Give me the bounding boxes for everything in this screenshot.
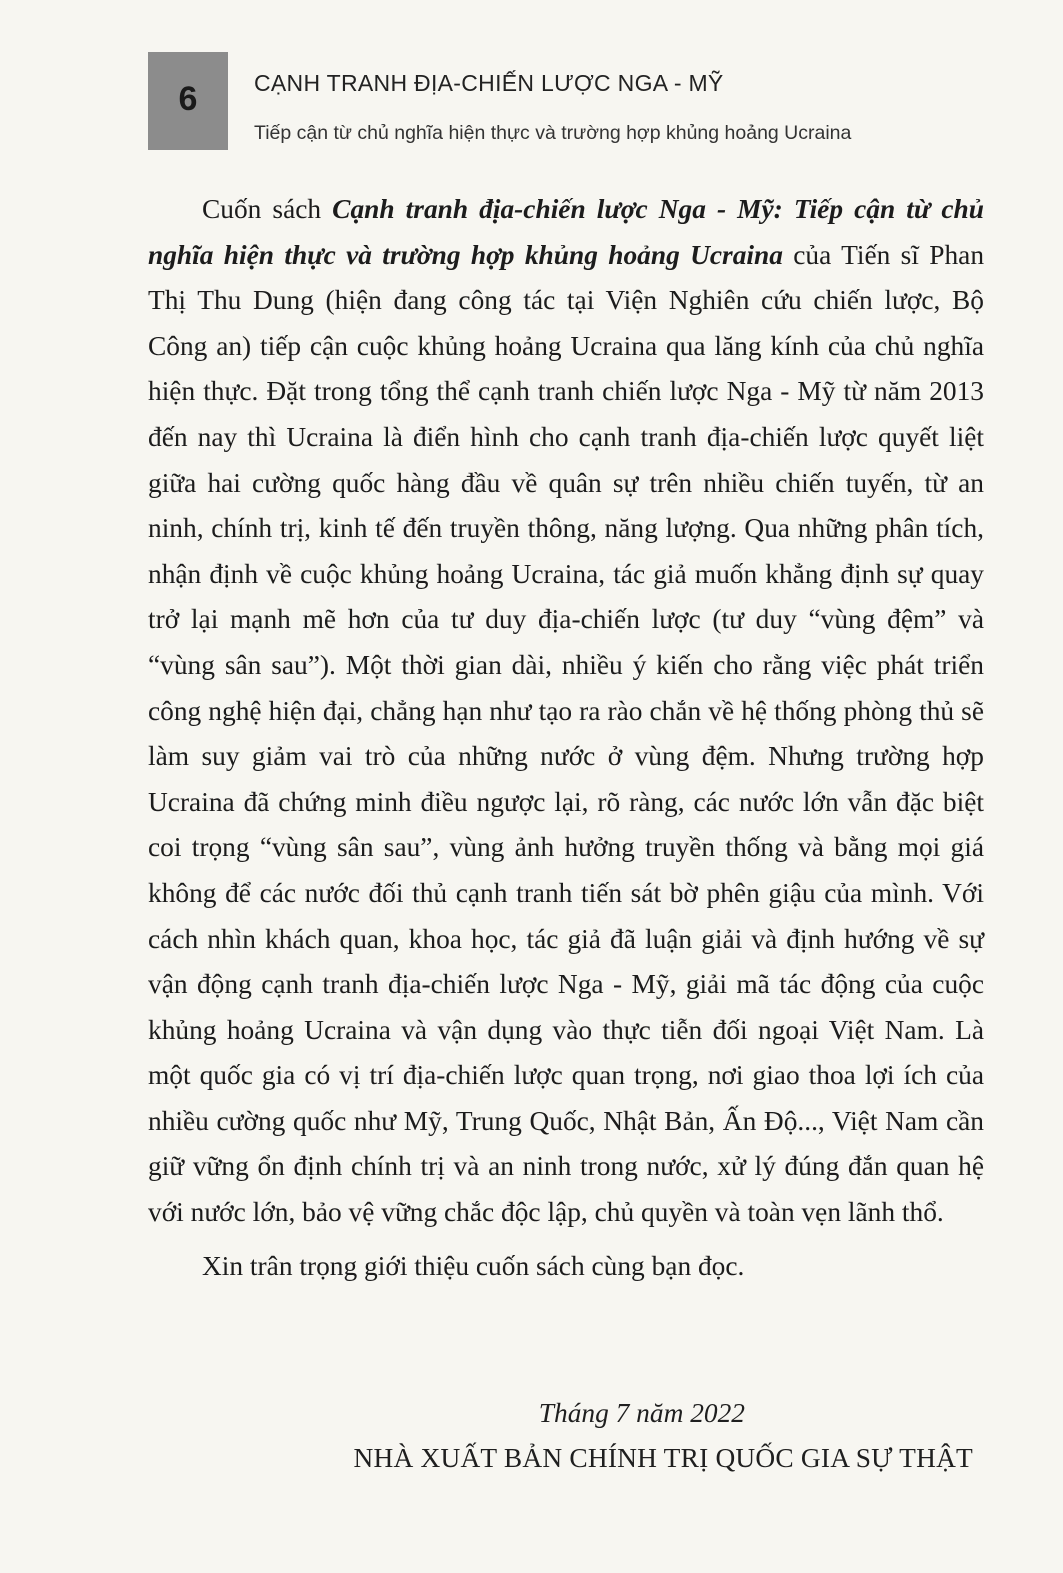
running-header-subtitle: Tiếp cận từ chủ nghĩa hiện thực và trường hợp khủng hoảng Ucraina bbox=[254, 122, 852, 144]
publisher-name: NHÀ XUẤT BẢN CHÍNH TRỊ QUỐC GIA SỰ THẬT bbox=[353, 1443, 973, 1473]
page-number-box bbox=[148, 52, 228, 150]
paragraph-body: của Tiến sĩ Phan Thị Thu Dung (hiện đang công tác tại Viện Nghiên cứu chiến lược, Bộ Công an) tiếp cận cuộc khủng hoảng Ucraina qua lăng kính của chủ nghĩa hiện thực. Đặt trong tổng thể cạnh tranh chiến lược Nga - Mỹ từ năm 2013 đến nay thì Ucraina là điển hình cho cạnh tranh địa-chiến lược quyết liệt giữa hai cường quốc hàng đầu về quân sự trên nhiều chiến tuyến, từ an ninh, chính trị, kinh tế đến truyền thông, năng lượng. Qua những phân tích, nhận định về cuộc khủng hoảng Ucraina, tác giả muốn khẳng định sự quay trở lại mạnh mẽ hơn của tư duy địa-chiến lược (tư duy “vùng đệm” và “vùng sân sau”). Một thời gian dài, nhiều ý kiến cho rằng việc phát triển công nghệ hiện đại, chẳng hạn như tạo ra rào chắn về hệ thống phòng thủ sẽ làm suy giảm vai trò của những nước ở vùng đệm. Nhưng trường hợp Ucraina đã chứng minh điều ngược lại, rõ ràng, các nước lớn vẫn đặc biệt coi trọng “vùng sân sau”, vùng ảnh hưởng truyền thống và bằng mọi giá không để các nước đối thủ cạnh tranh tiến sát bờ phên giậu của mình. Với cách nhìn khách quan, khoa học, tác giả đã luận giải và định hướng về sự vận động cạnh tranh địa-chiến lược Nga - Mỹ, giải mã tác động của cuộc khủng hoảng Ucraina và vận dụng vào thực tiễn đối ngoại Việt Nam. Là một quốc gia có vị trí địa-chiến lược quan trọng, nơi giao thoa lợi ích của nhiều cường quốc như Mỹ, Trung Quốc, Nhật Bản, Ấn Độ..., Việt Nam cần giữ vững ổn định chính trị và an ninh trong nước, xử lý đúng đắn quan hệ với nước lớn, bảo vệ vững chắc độc lập, chủ quyền và toàn vẹn lãnh thổ. bbox=[148, 239, 985, 1228]
paragraph-intro: Cuốn sách bbox=[202, 194, 333, 224]
paragraph-closing: Xin trân trọng giới thiệu cuốn sách cùng bạn đọc. bbox=[202, 1250, 745, 1281]
running-header-title: CẠNH TRANH ĐỊA-CHIẾN LƯỢC NGA - MỸ bbox=[254, 70, 724, 96]
body-text bbox=[148, 187, 984, 1289]
book-title: Cạnh tranh địa-chiến lược Nga - Mỹ: Tiếp cận từ chủ nghĩa hiện thực và trường hợp khủng hoảng Ucraina bbox=[148, 194, 984, 270]
paragraph-main bbox=[148, 187, 984, 1236]
date-line: Tháng 7 năm 2022 bbox=[538, 1398, 745, 1428]
page-number: 6 bbox=[178, 80, 198, 118]
